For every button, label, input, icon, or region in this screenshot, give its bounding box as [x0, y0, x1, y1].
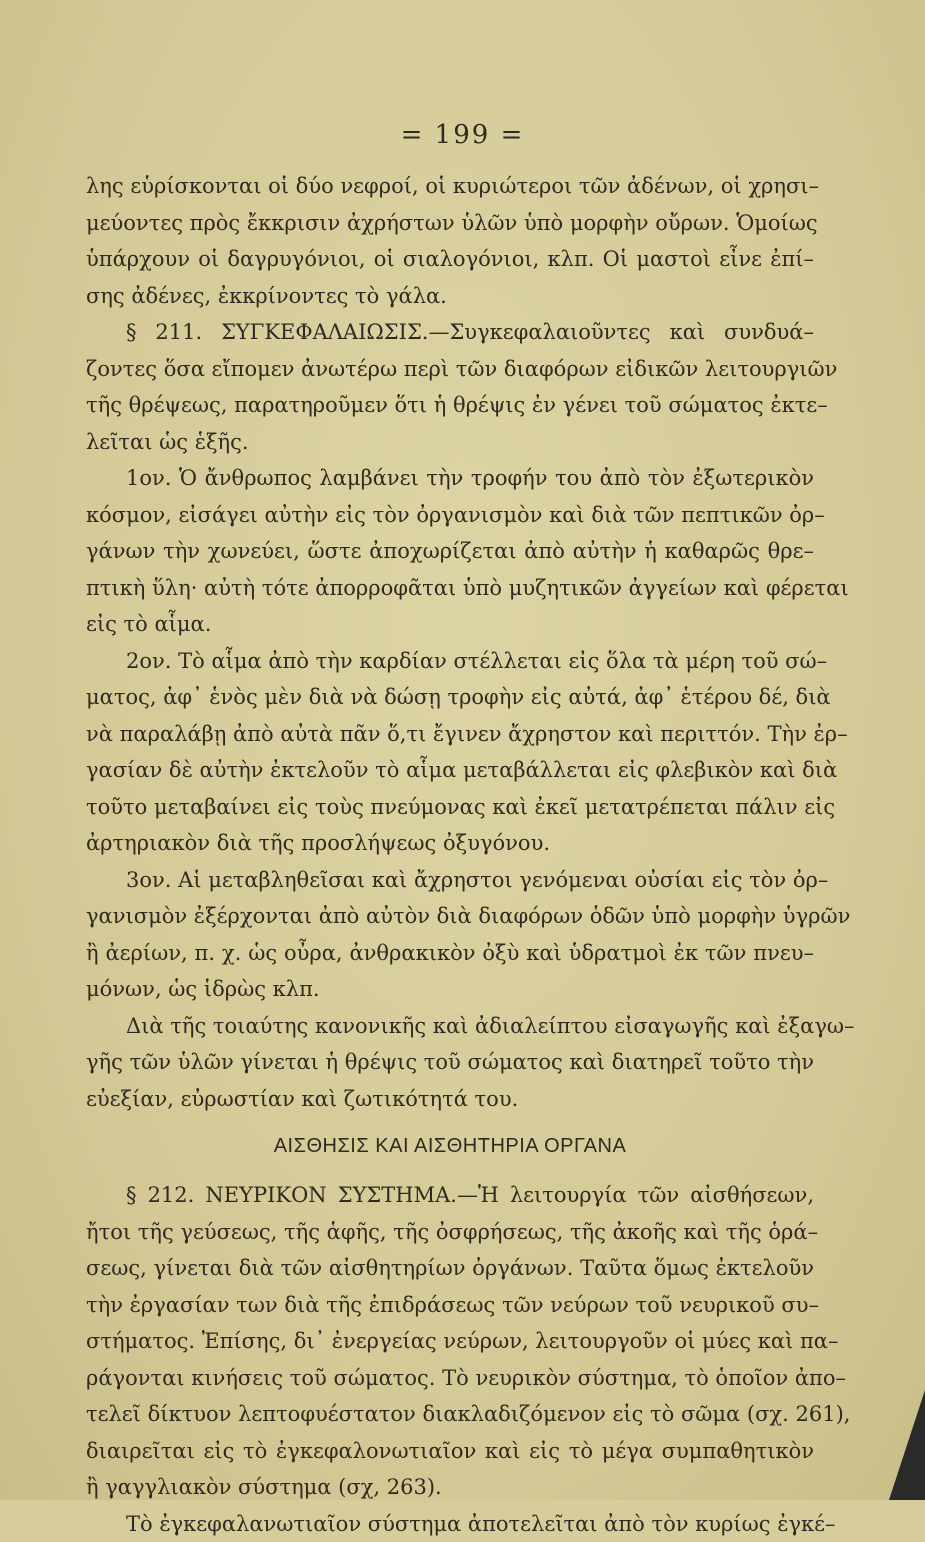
text-line: γανισμὸν ἐξέρχονται ἀπὸ αὐτὸν διὰ διαφόρων ὁδῶν ὑπὸ μορφὴν ὑγρῶν — [86, 898, 814, 935]
section-heading: ΑΙΣΘΗΣΙΣ ΚΑΙ ΑΙΣΘΗΤΗΡΙΑ ΟΡΓΑΝΑ — [86, 1131, 814, 1161]
paragraph-section-212 — [86, 1177, 814, 1506]
text-line: μεύοντες πρὸς ἔκκρισιν ἀχρήστων ὑλῶν ὑπὸ μορφὴν οὔρων. Ὁμοίως — [86, 205, 814, 242]
text-line: κόσμον, εἰσάγει αὐτὴν εἰς τὸν ὀργανισμὸν καὶ διὰ τῶν πεπτικῶν ὀρ– — [86, 497, 814, 534]
text-line: 3ον. Αἱ μεταβληθεῖσαι καὶ ἄχρηστοι γενόμεναι οὐσίαι εἰς τὸν ὀρ– — [86, 862, 814, 899]
text-line: ἢ γαγγλιακὸν σύστημα (σχ, 263). — [86, 1469, 814, 1506]
page-number: = 199 = — [0, 120, 925, 150]
text-line: τὴν ἐργασίαν των διὰ τῆς ἐπιδράσεως τῶν νεύρων τοῦ νευρικοῦ συ– — [86, 1287, 814, 1324]
paragraph-point-3 — [86, 862, 814, 1008]
text-line: πτικὴ ὕλη· αὐτὴ τότε ἀπορροφᾶται ὑπὸ μυζητικῶν ἀγγείων καὶ φέρεται — [86, 570, 814, 607]
text-line: 2ον. Τὸ αἷμα ἀπὸ τὴν καρδίαν στέλλεται εἰς ὅλα τὰ μέρη τοῦ σώ– — [86, 643, 814, 680]
text-line: ἤτοι τῆς γεύσεως, τῆς ἁφῆς, τῆς ὀσφρήσεως, τῆς ἀκοῆς καὶ τῆς ὁρά– — [86, 1214, 814, 1251]
text-line: § 212. ΝΕΥΡΙΚΟΝ ΣΥΣΤΗΜΑ.—Ἡ λειτουργία τῶν αἰσθήσεων, — [86, 1177, 814, 1214]
text-line: 1ον. Ὁ ἄνθρωπος λαμβάνει τὴν τροφήν του ἀπὸ τὸν ἐξωτερικὸν — [86, 460, 814, 497]
text-line: ματος, ἀφ᾿ ἑνὸς μὲν διὰ νὰ δώσῃ τροφὴν εἰς αὐτά, ἀφ᾿ ἑτέρου δέ, διὰ — [86, 679, 814, 716]
text-line: σεως, γίνεται διὰ τῶν αἰσθητηρίων ὀργάνων. Ταῦτα ὅμως ἐκτελοῦν — [86, 1250, 814, 1287]
text-line: τελεῖ δίκτυον λεπτοφυέστατον διακλαδιζόμενον εἰς τὸ σῶμα (σχ. 261), — [86, 1396, 814, 1433]
text-line: ράγονται κινήσεις τοῦ σώματος. Τὸ νευρικὸν σύστημα, τὸ ὁποῖον ἀπο– — [86, 1360, 814, 1397]
text-line: νὰ παραλάβῃ ἀπὸ αὐτὰ πᾶν ὅ,τι ἔγινεν ἄχρηστον καὶ περιττόν. Τὴν ἐρ– — [86, 716, 814, 753]
page-corner-shadow — [889, 1390, 925, 1500]
text-line: γῆς τῶν ὑλῶν γίνεται ἡ θρέψις τοῦ σώματος καὶ διατηρεῖ τοῦτο τὴν — [86, 1044, 814, 1081]
text-line: γάνων τὴν χωνεύει, ὥστε ἀποχωρίζεται ἀπὸ αὐτὴν ἡ καθαρῶς θρε– — [86, 533, 814, 570]
text-line: ἀρτηριακὸν διὰ τῆς προσλήψεως ὀξυγόνου. — [86, 825, 814, 862]
text-line: τοῦτο μεταβαίνει εἰς τοὺς πνεύμονας καὶ ἐκεῖ μετατρέπεται πάλιν εἰς — [86, 789, 814, 826]
paragraph-section-211 — [86, 314, 814, 460]
text-line: ὑπάρχουν οἱ δαγρυγόνιοι, οἱ σιαλογόνιοι, κλπ. Οἱ μαστοὶ εἶνε ἐπί– — [86, 241, 814, 278]
text-line: σης ἀδένες, ἐκκρίνοντες τὸ γάλα. — [86, 278, 814, 315]
text-line: διαιρεῖται εἰς τὸ ἐγκεφαλονωτιαῖον καὶ εἰς τὸ μέγα συμπαθητικὸν — [86, 1433, 814, 1470]
text-line: τῆς θρέψεως, παρατηροῦμεν ὅτι ἡ θρέψις ἐν γένει τοῦ σώματος ἐκτε– — [86, 387, 814, 424]
body-text — [86, 168, 814, 1542]
text-line: λης εὑρίσκονται οἱ δύο νεφροί, οἱ κυριώτεροι τῶν ἀδένων, οἱ χρησι– — [86, 168, 814, 205]
paragraph-cerebrospinal — [86, 1506, 814, 1542]
paragraph-conclusion — [86, 1008, 814, 1118]
text-line: ζοντες ὅσα εἴπομεν ἀνωτέρω περὶ τῶν διαφόρων εἰδικῶν λειτουργιῶν — [86, 351, 814, 388]
text-line: γασίαν δὲ αὐτὴν ἐκτελοῦν τὸ αἷμα μεταβάλλεται εἰς φλεβικὸν καὶ διὰ — [86, 752, 814, 789]
text-line: μόνων, ὡς ἱδρὼς κλπ. — [86, 971, 814, 1008]
text-line: Τὸ ἐγκεφαλανωτιαῖον σύστημα ἀποτελεῖται ἀπὸ τὸν κυρίως ἐγκέ– — [86, 1506, 814, 1542]
text-line: στήματος. Ἐπίσης, δι᾿ ἐνεργείας νεύρων, λειτουργοῦν οἱ μύες καὶ πα– — [86, 1323, 814, 1360]
text-line: εὐεξίαν, εὐρωστίαν καὶ ζωτικότητά του. — [86, 1081, 814, 1118]
text-line: ἢ ἀερίων, π. χ. ὡς οὖρα, ἀνθρακικὸν ὀξὺ καὶ ὑδρατμοὶ ἐκ τῶν πνευ– — [86, 935, 814, 972]
paragraph-kidneys — [86, 168, 814, 314]
text-line: λεῖται ὡς ἑξῆς. — [86, 424, 814, 461]
text-line: § 211. ΣΥΓΚΕΦΑΛΑΙΩΣΙΣ.—Συγκεφαλαιοῦντες καὶ συνδυά– — [86, 314, 814, 351]
text-line: εἰς τὸ αἷμα. — [86, 606, 814, 643]
text-line: Διὰ τῆς τοιαύτης κανονικῆς καὶ ἀδιαλείπτου εἰσαγωγῆς καὶ ἐξαγω– — [86, 1008, 814, 1045]
paragraph-point-2 — [86, 643, 814, 862]
paragraph-point-1 — [86, 460, 814, 643]
